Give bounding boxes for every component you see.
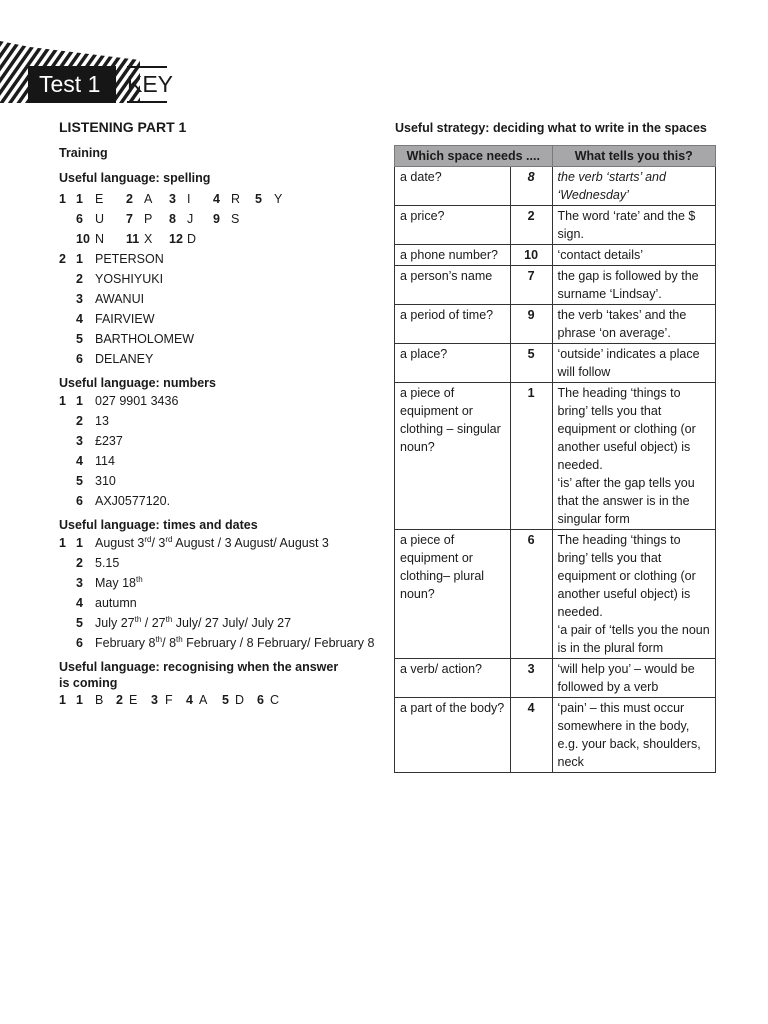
item-number: 11 <box>126 232 140 246</box>
item-number: 10 <box>76 232 90 246</box>
numbers-row <box>59 411 389 431</box>
numbers-row <box>59 491 389 511</box>
clue-cell: ‘outside’ indicates a place will follow <box>552 344 715 383</box>
item-number: 4 <box>76 596 83 610</box>
numbers-row <box>59 391 389 411</box>
answer: I <box>187 192 191 206</box>
answer: 114 <box>95 454 115 468</box>
table-row <box>395 305 716 344</box>
clue-text: The heading ‘things to bring’ tells you that equipment or clothing (or another useful object) is needed. <box>557 386 696 472</box>
answer: BARTHOLOMEW <box>95 332 195 346</box>
number-cell: 8 <box>510 167 552 206</box>
item-number: 4 <box>76 454 83 468</box>
item-number: 5 <box>76 474 83 488</box>
number-cell: 2 <box>510 206 552 245</box>
spelling-heading: Useful language: spelling <box>59 171 211 185</box>
need-cell: a price? <box>395 206 511 245</box>
answer: D <box>187 232 197 246</box>
answer: August 3rd/ 3rd August / 3 August/ August 3 <box>95 534 329 550</box>
table-row <box>395 344 716 383</box>
item-number: 6 <box>76 494 83 508</box>
column-header-need: Which space needs .... <box>395 146 553 167</box>
answer: PETERSON <box>95 252 164 266</box>
times-heading: Useful language: times and dates <box>59 518 258 532</box>
table-header-row <box>395 146 716 167</box>
need-cell: a part of the body? <box>395 698 511 773</box>
name-row <box>59 289 389 309</box>
item-number: 1 <box>76 536 83 550</box>
clue-cell <box>552 530 715 659</box>
answer: E <box>129 693 138 707</box>
answer: February 8th/ 8th February / 8 February/ February 8 <box>95 634 375 650</box>
item-number: 6 <box>76 636 83 650</box>
answer: X <box>144 232 153 246</box>
need-cell: a piece of equipment or clothing – singular noun? <box>395 383 511 530</box>
item-number: 5 <box>76 616 83 630</box>
answer: AXJ0577120. <box>95 494 171 508</box>
item-number: 1 <box>76 693 83 707</box>
answer: July 27th / 27th July/ 27 July/ July 27 <box>95 614 292 630</box>
answer: A <box>144 192 153 206</box>
need-cell: a person’s name <box>395 266 511 305</box>
spelling-row <box>59 209 389 229</box>
table-row <box>395 266 716 305</box>
need-cell: a place? <box>395 344 511 383</box>
name-row <box>59 329 389 349</box>
question-number: 1 <box>59 394 66 408</box>
number-cell: 5 <box>510 344 552 383</box>
times-row <box>59 593 389 613</box>
item-number: 3 <box>76 292 83 306</box>
numbers-row <box>59 431 389 451</box>
item-number: 1 <box>76 192 83 206</box>
item-number: 3 <box>151 693 158 707</box>
times-row <box>59 533 389 553</box>
table-row <box>395 530 716 659</box>
times-row <box>59 613 389 633</box>
question-number: 1 <box>59 192 66 206</box>
clue-cell <box>552 383 715 530</box>
need-cell: a date? <box>395 167 511 206</box>
item-number: 2 <box>76 272 83 286</box>
table-row <box>395 659 716 698</box>
times-row <box>59 553 389 573</box>
number-cell: 4 <box>510 698 552 773</box>
need-cell: a verb/ action? <box>395 659 511 698</box>
need-cell: a piece of equipment or clothing– plural noun? <box>395 530 511 659</box>
answer: autumn <box>95 596 137 610</box>
table-row <box>395 383 716 530</box>
answer: £237 <box>95 434 123 448</box>
need-cell: a period of time? <box>395 305 511 344</box>
table-row <box>395 245 716 266</box>
number-cell: 10 <box>510 245 552 266</box>
name-row <box>59 269 389 289</box>
item-number: 5 <box>76 332 83 346</box>
answer: B <box>95 693 104 707</box>
test-label: Test 1 <box>28 66 116 103</box>
table-row <box>395 698 716 773</box>
table-row <box>395 206 716 245</box>
column-header-clue: What tells you this? <box>552 146 715 167</box>
name-row <box>59 349 389 369</box>
clue-cell: ‘will help you’ – would be followed by a verb <box>552 659 715 698</box>
answer: U <box>95 212 105 226</box>
answer: P <box>144 212 153 226</box>
answer: N <box>95 232 105 246</box>
number-cell: 6 <box>510 530 552 659</box>
clue-text-extra: ‘a pair of ‘tells you the noun is in the plural form <box>557 623 710 655</box>
name-row <box>59 309 389 329</box>
answer: A <box>199 693 208 707</box>
number-cell: 7 <box>510 266 552 305</box>
item-number: 4 <box>186 693 193 707</box>
clue-cell: the verb ‘starts’ and ‘Wednesday’ <box>552 167 715 206</box>
question-number: 2 <box>59 252 66 266</box>
item-number: 4 <box>213 192 220 206</box>
clue-cell: The word ‘rate’ and the $ sign. <box>552 206 715 245</box>
strategy-title: Useful strategy: deciding what to write in the spaces <box>395 121 707 135</box>
item-number: 3 <box>76 576 83 590</box>
clue-cell: the verb ‘takes’ and the phrase ‘on average’. <box>552 305 715 344</box>
answer: Y <box>274 192 283 206</box>
answer: May 18th <box>95 574 143 590</box>
recognising-heading: Useful language: recognising when the answer <box>59 660 339 674</box>
numbers-row <box>59 471 389 491</box>
item-number: 6 <box>257 693 264 707</box>
item-number: 1 <box>76 252 83 266</box>
item-number: 4 <box>76 312 83 326</box>
answer: D <box>235 693 245 707</box>
numbers-row <box>59 451 389 471</box>
answer: S <box>231 212 240 226</box>
times-row <box>59 573 389 593</box>
clue-cell: ‘contact details’ <box>552 245 715 266</box>
answer: 5.15 <box>95 556 120 570</box>
times-row <box>59 633 389 653</box>
key-label: KEY <box>127 66 167 103</box>
answer: F <box>165 693 173 707</box>
name-row <box>59 249 389 269</box>
section-title: LISTENING PART 1 <box>59 119 187 135</box>
item-number: 5 <box>222 693 229 707</box>
answer: AWANUI <box>95 292 145 306</box>
question-number: 1 <box>59 693 66 707</box>
answer: FAIRVIEW <box>95 312 155 326</box>
answer: 13 <box>95 414 109 428</box>
item-number: 2 <box>116 693 123 707</box>
answer: YOSHIYUKI <box>95 272 164 286</box>
question-number: 1 <box>59 536 66 550</box>
item-number: 3 <box>76 434 83 448</box>
item-number: 8 <box>169 212 176 226</box>
numbers-heading: Useful language: numbers <box>59 376 216 390</box>
recognising-row <box>59 691 389 709</box>
number-cell: 1 <box>510 383 552 530</box>
left-column <box>59 119 389 709</box>
item-number: 3 <box>169 192 176 206</box>
item-number: 1 <box>76 394 83 408</box>
number-cell: 9 <box>510 305 552 344</box>
clue-cell: the gap is followed by the surname ‘Lindsay’. <box>552 266 715 305</box>
item-number: 6 <box>76 212 83 226</box>
answer: DELANEY <box>95 352 154 366</box>
item-number: 6 <box>76 352 83 366</box>
item-number: 5 <box>255 192 262 206</box>
item-number: 2 <box>76 556 83 570</box>
answer: J <box>187 212 194 226</box>
answer: 027 9901 3436 <box>95 394 179 408</box>
spelling-row <box>59 189 389 209</box>
number-cell: 3 <box>510 659 552 698</box>
clue-text-extra: ‘is’ after the gap tells you that the answer is in the singular form <box>557 476 695 526</box>
clue-cell: ‘pain’ – this must occur somewhere in the body, e.g. your back, shoulders, neck <box>552 698 715 773</box>
answer: R <box>231 192 241 206</box>
table-row <box>395 167 716 206</box>
item-number: 12 <box>169 232 183 246</box>
item-number: 2 <box>76 414 83 428</box>
item-number: 2 <box>126 192 133 206</box>
training-heading: Training <box>59 146 108 160</box>
item-number: 7 <box>126 212 133 226</box>
strategy-table <box>394 145 716 773</box>
item-number: 9 <box>213 212 220 226</box>
answer: 310 <box>95 474 116 488</box>
spelling-row <box>59 229 389 249</box>
answer: E <box>95 192 104 206</box>
answer: C <box>270 693 280 707</box>
clue-text: The heading ‘things to bring’ tells you that equipment or clothing (or another useful object) is needed. <box>557 533 696 619</box>
need-cell: a phone number? <box>395 245 511 266</box>
recognising-heading-cont: is coming <box>59 676 118 690</box>
